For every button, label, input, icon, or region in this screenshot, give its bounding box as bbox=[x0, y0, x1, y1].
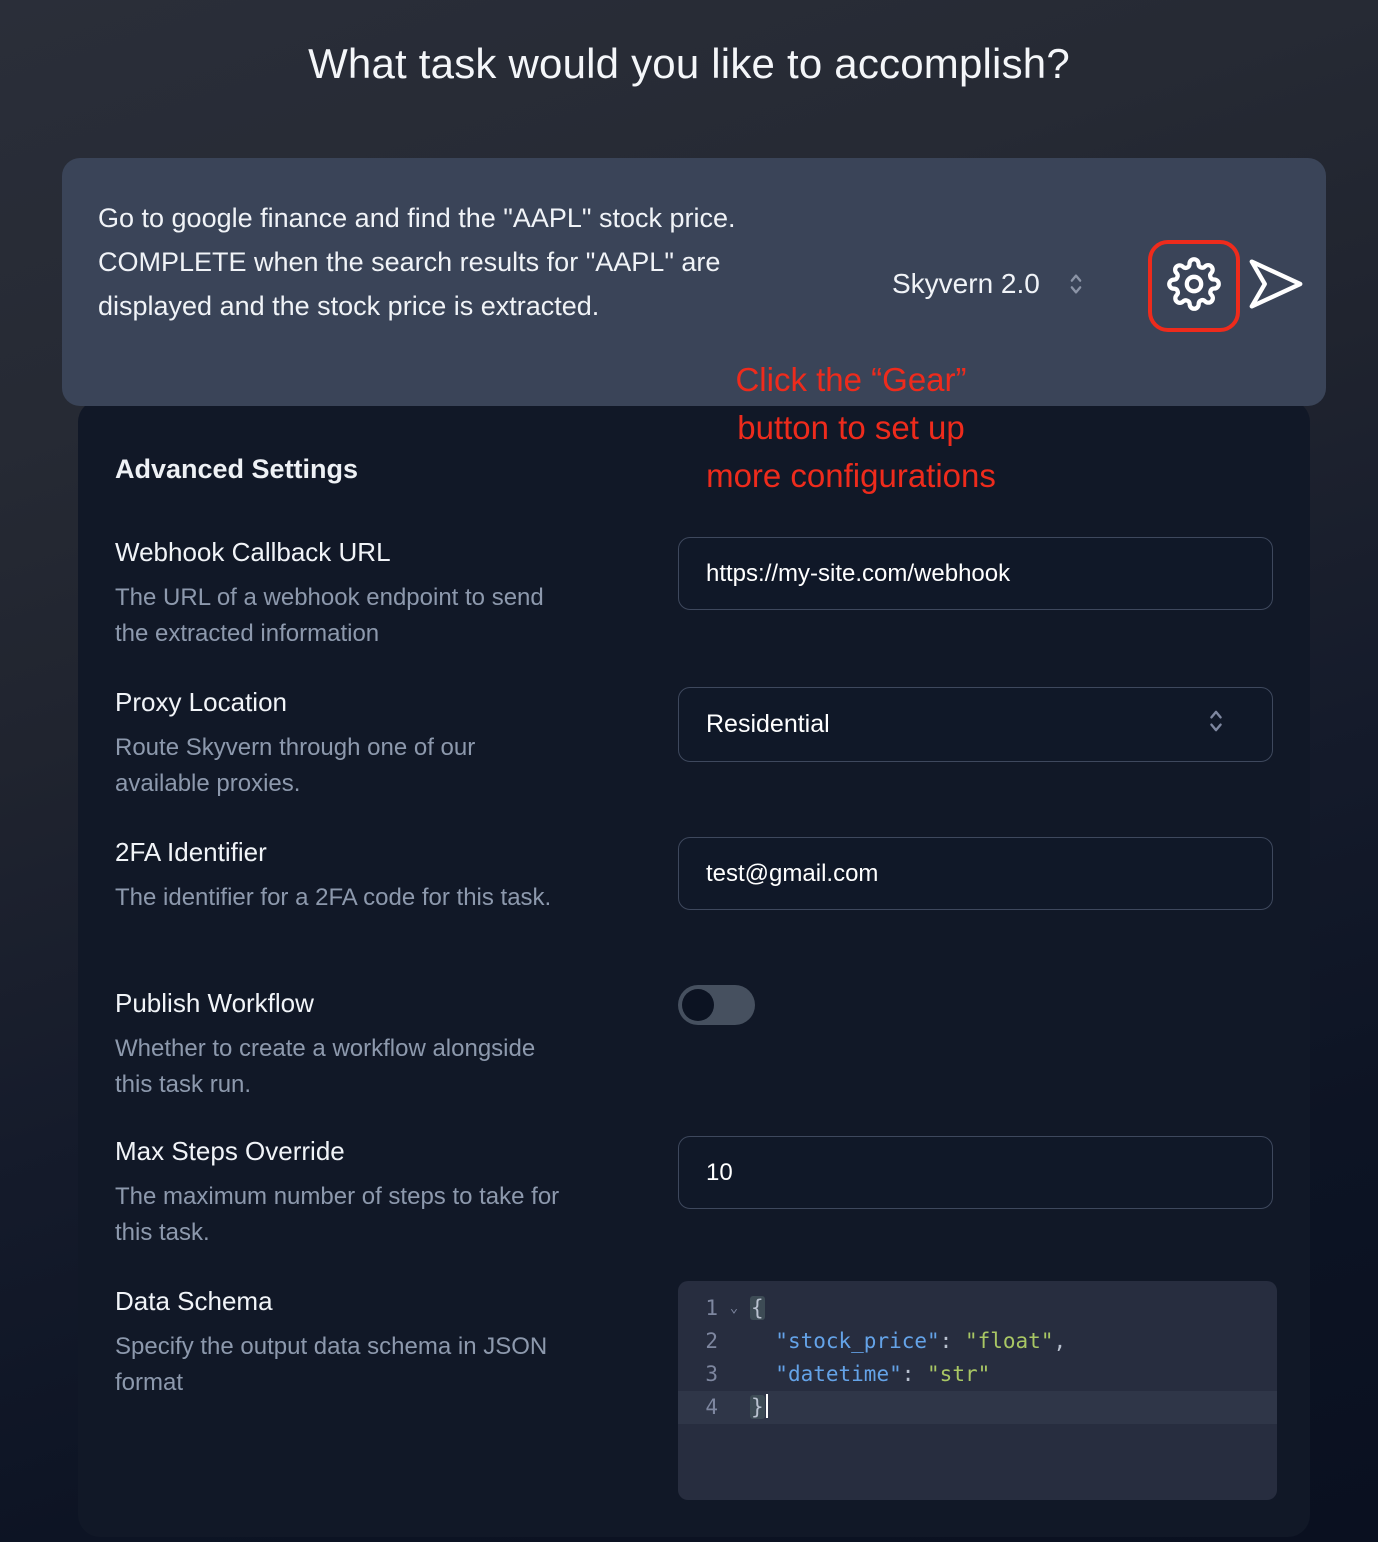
webhook-label: Webhook Callback URL bbox=[115, 537, 391, 567]
data-schema-label: Data Schema bbox=[115, 1286, 273, 1316]
publish-workflow-label: Publish Workflow bbox=[115, 988, 314, 1018]
data-schema-row bbox=[115, 1286, 1311, 1419]
fold-chevron-icon[interactable]: ⌄ bbox=[729, 1300, 739, 1316]
max-steps-input[interactable] bbox=[678, 1136, 1273, 1209]
max-steps-row bbox=[115, 1136, 1311, 1251]
json-value-token: "str" bbox=[927, 1362, 991, 1386]
two-fa-identifier-input[interactable] bbox=[678, 837, 1273, 910]
json-value-token: "float" bbox=[964, 1329, 1054, 1353]
publish-workflow-row bbox=[115, 988, 1311, 1103]
code-line bbox=[678, 1292, 1277, 1325]
code-line: 3 "datetime": "str" bbox=[678, 1358, 1277, 1391]
two-fa-label: 2FA Identifier bbox=[115, 837, 267, 867]
engine-version-select[interactable] bbox=[892, 264, 1086, 304]
annotation-text: Click the “Gear” button to set up more configurations bbox=[706, 361, 996, 494]
gear-button[interactable] bbox=[1148, 240, 1240, 332]
max-steps-label: Max Steps Override bbox=[115, 1136, 345, 1166]
publish-workflow-description: Whether to create a workflow alongside this task run. bbox=[115, 1035, 536, 1098]
task-prompt-card bbox=[62, 158, 1326, 406]
two-fa-row bbox=[115, 837, 1311, 916]
proxy-description: Route Skyvern through one of our available proxies. bbox=[115, 734, 476, 797]
line-number: 3 bbox=[705, 1362, 718, 1386]
chevron-up-down-icon bbox=[1066, 272, 1086, 296]
code-line: 2 "stock_price": "float", bbox=[678, 1325, 1277, 1358]
toggle-knob bbox=[682, 989, 714, 1021]
page-title: What task would you like to accomplish? bbox=[308, 40, 1070, 87]
engine-selected-value: Skyvern 2.0 bbox=[892, 268, 1040, 299]
send-button[interactable] bbox=[1244, 254, 1308, 318]
max-steps-description: The maximum number of steps to take for this task. bbox=[115, 1183, 560, 1246]
code-line-active bbox=[678, 1391, 1277, 1424]
close-brace-token: } bbox=[751, 1395, 764, 1419]
advanced-settings-heading: Advanced Settings bbox=[115, 454, 359, 484]
webhook-url-input[interactable] bbox=[678, 537, 1273, 610]
json-key-token: "stock_price" bbox=[775, 1329, 940, 1353]
webhook-description: The URL of a webhook endpoint to send the extracted information bbox=[115, 584, 544, 647]
proxy-label: Proxy Location bbox=[115, 687, 287, 717]
line-number: 1 bbox=[705, 1296, 718, 1320]
proxy-row bbox=[115, 687, 1311, 802]
text-cursor bbox=[766, 1394, 768, 1418]
open-brace-token: { bbox=[751, 1296, 764, 1320]
paper-plane-icon bbox=[1246, 256, 1306, 317]
advanced-settings-panel bbox=[78, 400, 1310, 1537]
two-fa-description: The identifier for a 2FA code for this task. bbox=[115, 884, 552, 911]
gear-icon bbox=[1167, 257, 1221, 316]
json-key-token: "datetime" bbox=[775, 1362, 902, 1386]
webhook-row bbox=[115, 537, 1311, 652]
task-prompt-text[interactable]: Go to google finance and find the "AAPL" stock price. COMPLETE when the search results for "AAPL" are displayed and the stock price is extracted. bbox=[98, 203, 736, 321]
line-number: 2 bbox=[705, 1329, 718, 1353]
line-number: 4 bbox=[705, 1395, 718, 1419]
chevron-up-down-icon bbox=[1205, 708, 1227, 741]
publish-workflow-toggle[interactable] bbox=[678, 985, 755, 1025]
data-schema-code-editor[interactable] bbox=[678, 1281, 1277, 1500]
proxy-location-select[interactable] bbox=[678, 687, 1273, 762]
data-schema-description: Specify the output data schema in JSON format bbox=[115, 1333, 548, 1396]
proxy-selected-value: Residential bbox=[706, 710, 830, 738]
